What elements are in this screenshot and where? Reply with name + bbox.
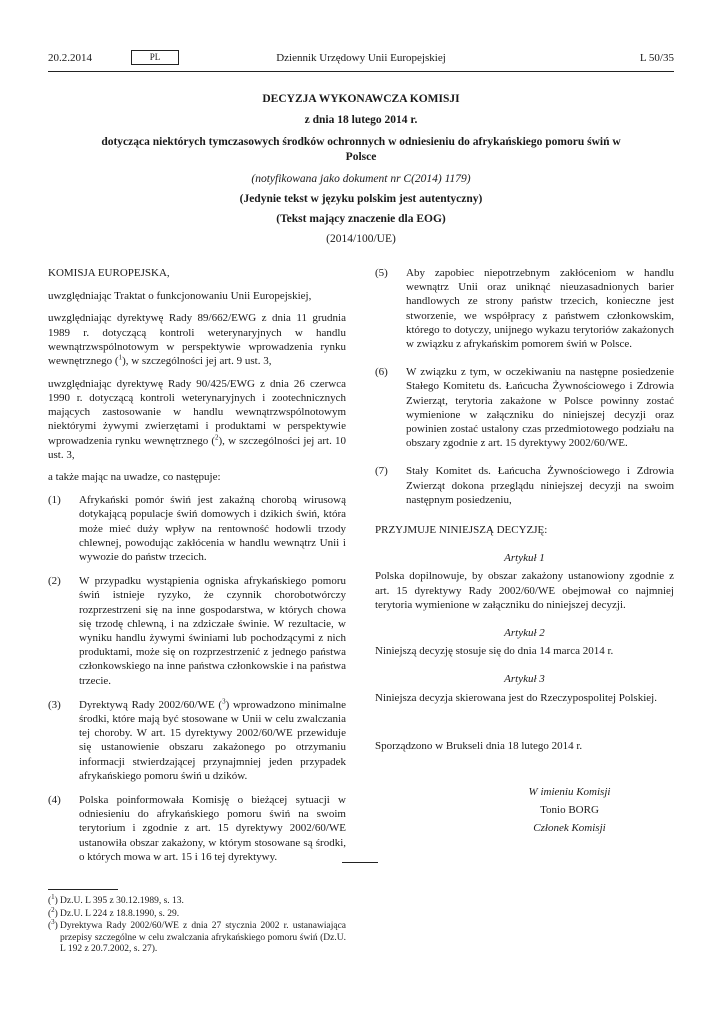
recital-text: Aby zapobiec niepotrzebnym zakłóceniom w handlu wewnątrz Unii oraz uniknąć nieuzasadnionych barier handlowych ze strony państw trzecich, konieczne jest stworzenie, we współpracy z państwem członkowskim, którego to dotyczy, unijnego wykazu terytoriów zakażonych w związku z afrykańskim pomorem świń w Polsce. [406,267,674,351]
footnotes [48,892,346,957]
signature-block [465,783,674,837]
recital-text: Dyrektywą Rady 2002/60/WE ($^3$) wprowadzono minimalne środki, które mają być stosowane w Unii w celu zwalczania tej choroby. W art. 15 dyrektywy 2002/60/WE przewiduje się ustanowienie obszaru zakażonego po otrzymaniu informacji stwierdzającej przynajmniej jeden przypadek afrykańskiego pomoru świń u dzików. [79,697,347,782]
recital-3 [48,698,346,783]
done-at: Sporządzono w Brukseli dnia 18 lutego 2014 r. [375,739,583,752]
notification-number: (notyfikowana jako dokument nr C(2014) 1179) [251,173,471,185]
preamble-commission: KOMISJA EUROPEJSKA, [48,267,170,279]
footnote-3: ($^3$) Dyrektywa Rady 2002/60/WE z dnia 27 stycznia 2002 r. ustanawiająca przepisy szczególne w celu zwalczania afrykańskiego pomoru świń (Dz.U. L 192 z 20.7.2002, s. 27). [48,917,346,954]
signatory-role: Członek Komisji [533,822,606,835]
recital-2 [48,574,346,688]
signature-on-behalf: W imieniu Komisji [528,786,611,799]
recital-1 [48,493,346,564]
recital-4 [48,793,346,864]
article-3-text: Niniejsza decyzja skierowana jest do Rzeczypospolitej Polskiej. [375,691,657,704]
recital-number: (2) [48,575,61,588]
recital-text: W przypadku wystąpienia ogniska afrykańskiego pomoru świń istnieje ryzyko, że czynnik chorobotwórczy rozprzestrzeni się na inne gospodarstwa, w których chowa się trzodę chlewną, i na zdziczałe świnie. W rezultacie, w wyniku handlu żywymi świniami lub pochodzącymi z nich produktami, może się on rozprzestrzenić z jednego państwa członkowskiego na inne państwa członkowskie i na państwa trzecie. [79,575,346,687]
left-column [48,266,346,874]
footnote-rule [48,889,118,890]
recital-number: (6) [375,366,388,379]
recital-6 [375,365,674,450]
page-reference: L 50/35 [639,52,674,64]
eea-relevance-note: (Tekst mający znaczenie dla EOG) [276,213,446,225]
authentic-language-note: (Jedynie tekst w języku polskim jest autentyczny) [239,193,483,205]
article-2-text: Niniejszą decyzję stosuje się do dnia 14 marca 2014 r. [375,645,614,658]
preamble-treaty: uwzględniając Traktat o funkcjonowaniu Unii Europejskiej, [48,289,312,302]
footnote-2: ($^2$) Dz.U. L 224 z 18.8.1990, s. 29. [48,905,180,919]
document-reference: (2014/100/UE) [326,233,396,245]
document-title-block [48,93,674,245]
article-1-heading: Artykuł 1 [504,552,545,565]
preamble-directive-2: uwzględniając dyrektywę Rady 90/425/EWG z dnia 26 czerwca 1990 r. dotyczącą kontroli weterynaryjnych i zootechnicznych mających zastosowanie w handlu wewnątrzwspólnotowym niektórymi żywymi zwierzętami i produktami w perspektywie wprowadzenia rynku wewnętrznego ($^2$), w szczególności jej art. 10 ust. 3, [48,377,346,461]
recital-text: W związku z tym, w oczekiwaniu na następne posiedzenie Stałego Komitetu ds. Łańcucha Żywnościowego i Zdrowia Zwierząt, terytoria zakażone w Polsce powinny zostać wymienione w załączniku do niniejszej decyzji oraz powinien zostać ustalony czas przedmiotowego podziału na obszary zgodnie z art. 15 dyrektywy 2002/60/WE. [406,366,674,450]
recital-number: (3) [48,698,61,711]
adoption-formula: PRZYJMUJE NINIEJSZĄ DECYZJĘ: [375,524,548,537]
recital-text: Polska poinformowała Komisję o bieżącej sytuacji w odniesieniu do afrykańskiego pomoru świń na swoim terytorium i zgodnie z art. 15 dyrektywy 2002/60/WE ustanowiła obszar zakażony, w którym stosowane są środki, o których mowa w art. 15 i 16 tej dyrektywy. [79,794,346,863]
right-column [375,266,674,837]
document-type: DECYZJA WYKONAWCZA KOMISJI [262,93,460,105]
recital-number: (7) [375,465,388,478]
signatory-name: Tonio BORG [540,804,599,817]
header-rule [48,71,674,72]
recital-text: Afrykański pomór świń jest zakaźną chorobą wirusową dotykającą populacje świń domowych i dzikich świń, która może mieć duży wpływ na rentowność hodowli trzody chlewnej, powodując zakłócenia w handlu wewnątrz Unii i wywozie do państw trzecich. [79,494,346,563]
recital-number: (5) [375,267,388,279]
preamble-directive-1: uwzględniając dyrektywę Rady 89/662/EWG z dnia 11 grudnia 1989 r. dotyczącą kontroli weterynaryjnych w handlu wewnątrzwspólnotowym w perspektywie wprowadzenia rynku wewnętrznego ($^1$), w szczególności jej art. 9 ust. 3, [48,312,346,368]
recital-number: (1) [48,494,61,507]
preamble-whereas: a także mając na uwadze, co następuje: [48,471,221,484]
document-date: z dnia 18 lutego 2014 r. [304,114,418,126]
recital-number: (4) [48,794,61,806]
recital-7 [375,464,674,507]
language-badge: PL [131,50,179,65]
footnote-1: ($^1$) Dz.U. L 395 z 30.12.1989, s. 13. [48,892,184,906]
article-3-heading: Artykuł 3 [504,673,545,686]
header-date: 20.2.2014 [48,52,92,64]
recital-5 [375,266,674,351]
article-1-text: Polska dopilnowuje, by obszar zakażony ustanowiony zgodnie z art. 15 dyrektywy Rady 2002/60/WE obejmował co najmniej terytoria wymienione w załączniku do niniejszej decyzji. [375,570,674,611]
document-subject: dotycząca niektórych tymczasowych środków ochronnych w odniesieniu do afrykańskiego pomoru świń w Polsce [101,136,621,163]
page-header [48,50,674,70]
recital-text: Stały Komitet ds. Łańcucha Żywnościowego i Zdrowia Zwierząt dokona przeglądu niniejszej decyzji na swoim następnym posiedzeniu, [406,465,674,506]
journal-name: Dziennik Urzędowy Unii Europejskiej [276,52,446,64]
end-separator [342,862,378,863]
article-2-heading: Artykuł 2 [504,627,545,640]
